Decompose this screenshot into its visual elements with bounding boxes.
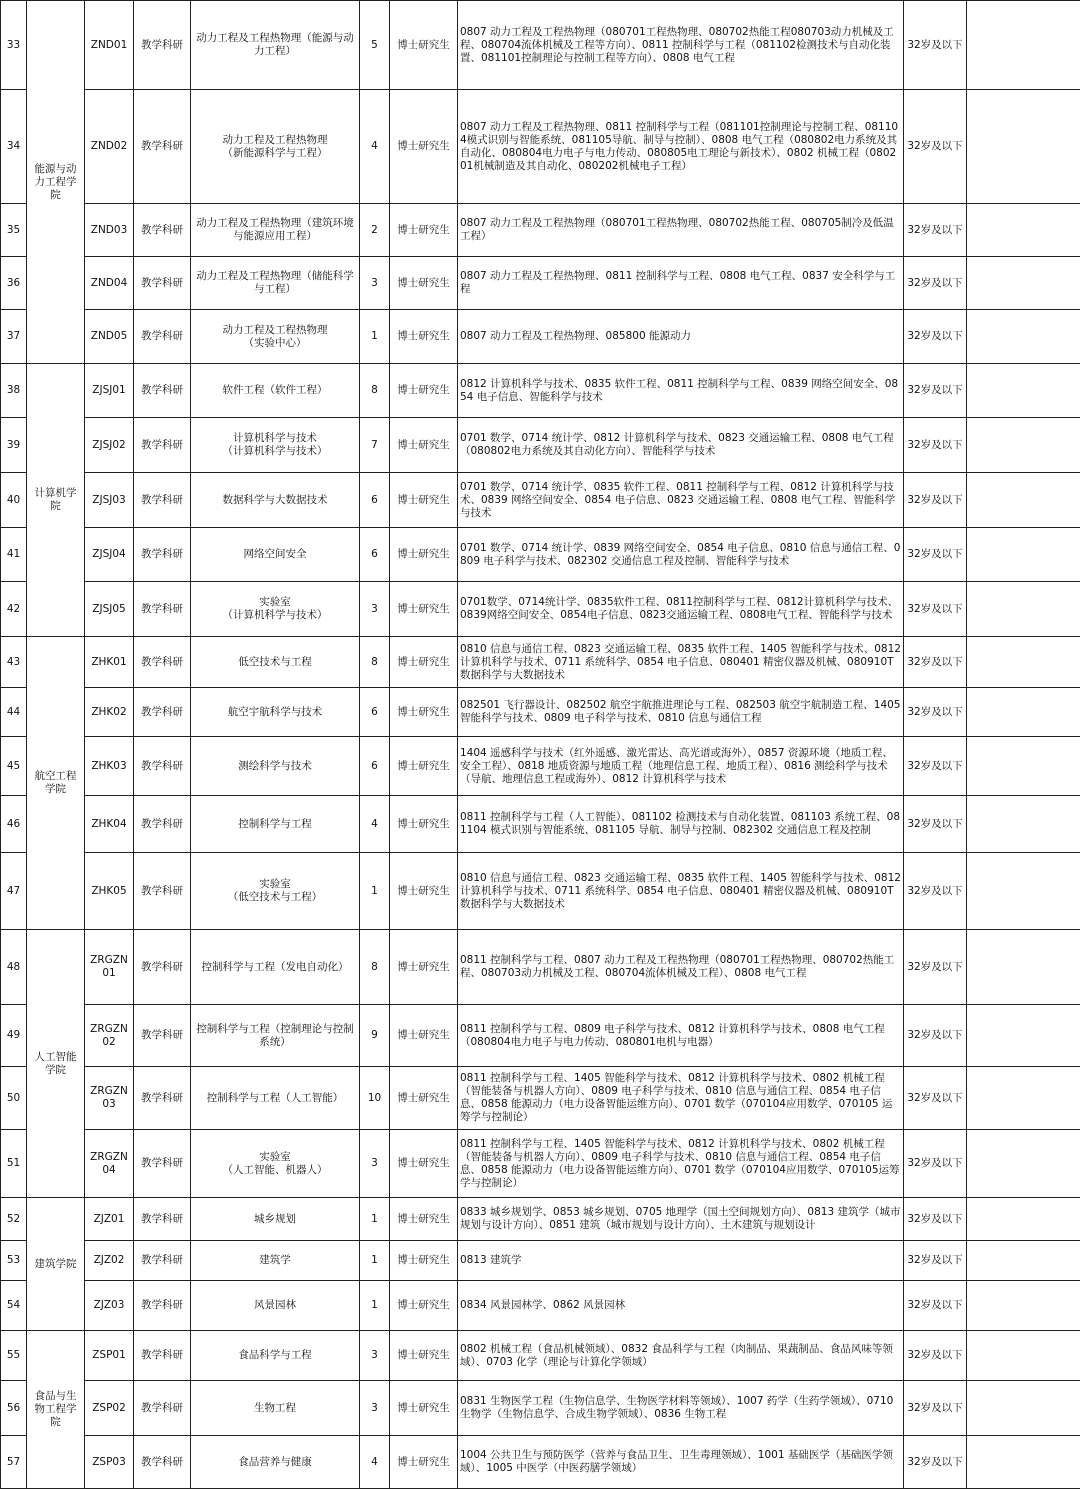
position-code: ZJZ01 (85, 1198, 134, 1241)
recruit-count: 8 (360, 930, 390, 1005)
education-requirement: 博士研究生 (390, 1436, 458, 1489)
position-name-line: 测绘科学与技术 (194, 760, 356, 773)
position-code: ZJZ02 (85, 1241, 134, 1281)
recruit-count: 1 (360, 1241, 390, 1281)
remark (967, 582, 1080, 637)
major-requirement: 082501 飞行器设计、082502 航空宇航推进理论与工程、082503 航空宇航制造工程、1405 智能科学与技术、0809 电子科学与技术、0810 信息与通信工程 (458, 688, 904, 737)
table-row (1, 364, 1080, 418)
position-name-line: 食品营养与健康 (194, 1456, 356, 1469)
position-code: ZJSJ03 (85, 473, 134, 528)
position-code: ZJSJ05 (85, 582, 134, 637)
position-name (191, 1067, 360, 1130)
recruit-count: 9 (360, 1005, 390, 1067)
table-row (1, 737, 1080, 796)
table-row (1, 310, 1080, 364)
age-requirement: 32岁及以下 (904, 528, 967, 582)
age-requirement: 32岁及以下 (904, 737, 967, 796)
major-requirement: 0810 信息与通信工程、0823 交通运输工程、0835 软件工程、1405 智能科学与技术、0812 计算机科学与技术、0711 系统科学、0854 电子信息、080401 精密仪器及机械、080910T 数据科学与大数据技术 (458, 853, 904, 930)
remark (967, 637, 1080, 688)
position-category: 教学科研 (134, 1281, 191, 1331)
table-row (1, 796, 1080, 853)
major-requirement: 0811 控制科学与工程、1405 智能科学与技术、0812 计算机科学与技术、0802 机械工程（智能装备与机器人方向）、0809 电子科学与技术、0810 信息与通信工程、0854 电子信息、0858 能源动力（电力设备智能运维方向）、0701 数学（070104应用数学、070105 运筹学与控制论） (458, 1067, 904, 1130)
major-requirement: 0833 城乡规划学、0853 城乡规划、0705 地理学（国土空间规划方向）、0813 建筑学（城市规划与设计方向）、0851 建筑（城市规划与设计方向）、土木建筑与规划设计 (458, 1198, 904, 1241)
age-requirement: 32岁及以下 (904, 310, 967, 364)
row-number: 38 (1, 364, 27, 418)
position-name (191, 90, 360, 204)
recruit-count: 8 (360, 364, 390, 418)
age-requirement: 32岁及以下 (904, 1005, 967, 1067)
age-requirement: 32岁及以下 (904, 204, 967, 257)
row-number: 55 (1, 1331, 27, 1381)
table-row (1, 930, 1080, 1005)
position-code: ZND03 (85, 204, 134, 257)
position-name (191, 930, 360, 1005)
row-number: 46 (1, 796, 27, 853)
education-requirement: 博士研究生 (390, 257, 458, 310)
education-requirement: 博士研究生 (390, 1331, 458, 1381)
major-requirement: 0810 信息与通信工程、0823 交通运输工程、0835 软件工程、1405 智能科学与技术、0812 计算机科学与技术、0711 系统科学、0854 电子信息、080401 精密仪器及机械、080910T 数据科学与大数据技术 (458, 637, 904, 688)
position-name-line: 动力工程及工程热物理 (194, 134, 356, 147)
remark (967, 473, 1080, 528)
age-requirement: 32岁及以下 (904, 1241, 967, 1281)
position-name-line: 实验室 (194, 1151, 356, 1164)
recruit-count: 3 (360, 582, 390, 637)
position-name-line: 软件工程（软件工程） (194, 384, 356, 397)
table-row (1, 204, 1080, 257)
position-name-line: 风景园林 (194, 1299, 356, 1312)
position-category: 教学科研 (134, 473, 191, 528)
remark (967, 737, 1080, 796)
education-requirement: 博士研究生 (390, 930, 458, 1005)
position-name (191, 418, 360, 473)
table-row (1, 1281, 1080, 1331)
major-requirement: 0802 机械工程（食品机械领域）、0832 食品科学与工程（肉制品、果蔬制品、食品风味等领域）、0703 化学（理论与计算化学领域） (458, 1331, 904, 1381)
table-row (1, 688, 1080, 737)
row-number: 40 (1, 473, 27, 528)
position-category: 教学科研 (134, 1198, 191, 1241)
major-requirement: 1004 公共卫生与预防医学（营养与食品卫生、卫生毒理领域）、1001 基础医学（基础医学领域）、1005 中医学（中医药膳学领域） (458, 1436, 904, 1489)
recruit-count: 4 (360, 1436, 390, 1489)
major-requirement: 0701 数学、0714 统计学、0835 软件工程、0811 控制科学与工程、0812 计算机科学与技术、0839 网络空间安全、0854 电子信息、0823 交通运输工程、0808 电气工程、智能科学与技术 (458, 473, 904, 528)
row-number: 35 (1, 204, 27, 257)
position-code: ZSP01 (85, 1331, 134, 1381)
position-name-line: 城乡规划 (194, 1213, 356, 1226)
position-code: ZJZ03 (85, 1281, 134, 1331)
position-category: 教学科研 (134, 637, 191, 688)
row-number: 48 (1, 930, 27, 1005)
major-requirement: 0831 生物医学工程（生物信息学、生物医学材料等领域）、1007 药学（生药学领域）、0710 生物学（生物信息学、合成生物学领域）、0836 生物工程 (458, 1381, 904, 1436)
table-row (1, 1436, 1080, 1489)
college-name: 能源与动力工程学院 (27, 1, 85, 364)
position-code: ZHK04 (85, 796, 134, 853)
position-code: ZHK03 (85, 737, 134, 796)
age-requirement: 32岁及以下 (904, 257, 967, 310)
position-category: 教学科研 (134, 688, 191, 737)
position-code: ZHK01 (85, 637, 134, 688)
position-category: 教学科研 (134, 737, 191, 796)
position-name-line: 实验室 (194, 596, 356, 609)
remark (967, 364, 1080, 418)
position-category: 教学科研 (134, 1381, 191, 1436)
table-row (1, 1067, 1080, 1130)
row-number: 42 (1, 582, 27, 637)
position-name-line: 控制科学与工程 (194, 818, 356, 831)
row-number: 39 (1, 418, 27, 473)
row-number: 33 (1, 1, 27, 90)
recruit-count: 3 (360, 1130, 390, 1198)
row-number: 41 (1, 528, 27, 582)
education-requirement: 博士研究生 (390, 1, 458, 90)
major-requirement: 0811 控制科学与工程、0807 动力工程及工程热物理（080701工程热物理、080702热能工程、080703动力机械及工程、080704流体机械及工程）、0808 电气工程 (458, 930, 904, 1005)
position-category: 教学科研 (134, 364, 191, 418)
position-name (191, 204, 360, 257)
recruit-count: 2 (360, 204, 390, 257)
position-name (191, 257, 360, 310)
position-category: 教学科研 (134, 1436, 191, 1489)
remark (967, 90, 1080, 204)
age-requirement: 32岁及以下 (904, 1, 967, 90)
age-requirement: 32岁及以下 (904, 1281, 967, 1331)
recruit-count: 3 (360, 1381, 390, 1436)
position-name (191, 1, 360, 90)
education-requirement: 博士研究生 (390, 1067, 458, 1130)
major-requirement: 0807 动力工程及工程热物理（080701工程热物理、080702热能工程、080705制冷及低温工程） (458, 204, 904, 257)
position-code: ZSP03 (85, 1436, 134, 1489)
major-requirement: 0701 数学、0714 统计学、0812 计算机科学与技术、0823 交通运输工程、0808 电气工程（080802电力系统及其自动化方向）、智能科学与技术 (458, 418, 904, 473)
remark (967, 418, 1080, 473)
remark (967, 1130, 1080, 1198)
remark (967, 796, 1080, 853)
row-number: 34 (1, 90, 27, 204)
table-row (1, 1241, 1080, 1281)
recruit-count: 1 (360, 853, 390, 930)
position-name-line: 食品科学与工程 (194, 1349, 356, 1362)
position-category: 教学科研 (134, 257, 191, 310)
education-requirement: 博士研究生 (390, 528, 458, 582)
education-requirement: 博士研究生 (390, 582, 458, 637)
position-name (191, 1331, 360, 1381)
remark (967, 1381, 1080, 1436)
recruit-count: 6 (360, 528, 390, 582)
position-code: ZHK02 (85, 688, 134, 737)
position-name-line: 网络空间安全 (194, 548, 356, 561)
position-name (191, 688, 360, 737)
position-name-line: 控制科学与工程（控制理论与控制 (194, 1023, 356, 1036)
position-name-line: （计算机科学与技术） (194, 445, 356, 458)
position-name-line: 控制科学与工程（发电自动化） (194, 961, 356, 974)
recruit-count: 4 (360, 90, 390, 204)
position-category: 教学科研 (134, 796, 191, 853)
college-name: 食品与生物工程学院 (27, 1331, 85, 1489)
position-name-line: 实验室 (194, 878, 356, 891)
position-name (191, 364, 360, 418)
position-name (191, 1130, 360, 1198)
position-code: ZRGZN02 (85, 1005, 134, 1067)
position-name-line: 生物工程 (194, 1402, 356, 1415)
recruit-count: 3 (360, 257, 390, 310)
position-name (191, 1005, 360, 1067)
college-name: 建筑学院 (27, 1198, 85, 1331)
position-name-line: （新能源科学与工程） (194, 147, 356, 160)
position-name-line: （低空技术与工程） (194, 891, 356, 904)
position-name-line: （计算机科学与技术） (194, 609, 356, 622)
position-category: 教学科研 (134, 1, 191, 90)
major-requirement: 0701数学、0714统计学、0835软件工程、0811控制科学与工程、0812计算机科学与技术、0839网络空间安全、0854电子信息、0823交通运输工程、0808电气工程、智能科学与技术 (458, 582, 904, 637)
position-category: 教学科研 (134, 204, 191, 257)
education-requirement: 博士研究生 (390, 1241, 458, 1281)
position-name-line: 力工程） (194, 45, 356, 58)
remark (967, 1198, 1080, 1241)
position-category: 教学科研 (134, 418, 191, 473)
position-category: 教学科研 (134, 582, 191, 637)
recruit-count: 3 (360, 1331, 390, 1381)
position-name-line: 动力工程及工程热物理 (194, 324, 356, 337)
remark (967, 1436, 1080, 1489)
position-name-line: 与工程） (194, 283, 356, 296)
row-number: 37 (1, 310, 27, 364)
remark (967, 310, 1080, 364)
remark (967, 1241, 1080, 1281)
position-code: ZND02 (85, 90, 134, 204)
recruit-count: 6 (360, 737, 390, 796)
position-code: ZSP02 (85, 1381, 134, 1436)
age-requirement: 32岁及以下 (904, 1067, 967, 1130)
education-requirement: 博士研究生 (390, 364, 458, 418)
position-category: 教学科研 (134, 1067, 191, 1130)
position-name (191, 637, 360, 688)
row-number: 47 (1, 853, 27, 930)
position-name (191, 473, 360, 528)
row-number: 56 (1, 1381, 27, 1436)
recruit-count: 10 (360, 1067, 390, 1130)
major-requirement: 0811 控制科学与工程、0809 电子科学与技术、0812 计算机科学与技术、0808 电气工程（080804电力电子与电力传动、080801电机与电器） (458, 1005, 904, 1067)
position-code: ZRGZN04 (85, 1130, 134, 1198)
age-requirement: 32岁及以下 (904, 1198, 967, 1241)
position-name (191, 1198, 360, 1241)
major-requirement: 0834 风景园林学、0862 风景园林 (458, 1281, 904, 1331)
position-name-line: 动力工程及工程热物理（储能科学 (194, 270, 356, 283)
position-code: ZND01 (85, 1, 134, 90)
position-name-line: （实验中心） (194, 337, 356, 350)
position-code: ZRGZN01 (85, 930, 134, 1005)
age-requirement: 32岁及以下 (904, 637, 967, 688)
table-row (1, 1005, 1080, 1067)
major-requirement: 0807 动力工程及工程热物理、085800 能源动力 (458, 310, 904, 364)
position-category: 教学科研 (134, 1005, 191, 1067)
education-requirement: 博士研究生 (390, 1381, 458, 1436)
position-code: ZJSJ01 (85, 364, 134, 418)
position-name-line: 与能源应用工程） (194, 230, 356, 243)
row-number: 45 (1, 737, 27, 796)
major-requirement: 0807 动力工程及工程热物理（080701工程热物理、080702热能工程080703动力机械及工程、080704流体机械及工程等方向）、0811 控制科学与工程（081102检测技术与自动化装置、081101控制理论与控制工程等方向）、0808 电气工程 (458, 1, 904, 90)
education-requirement: 博士研究生 (390, 737, 458, 796)
recruit-count: 1 (360, 1281, 390, 1331)
major-requirement: 0813 建筑学 (458, 1241, 904, 1281)
recruit-count: 1 (360, 310, 390, 364)
position-name (191, 737, 360, 796)
age-requirement: 32岁及以下 (904, 1381, 967, 1436)
position-name (191, 1381, 360, 1436)
education-requirement: 博士研究生 (390, 90, 458, 204)
major-requirement: 0812 计算机科学与技术、0835 软件工程、0811 控制科学与工程、0839 网络空间安全、0854 电子信息、智能科学与技术 (458, 364, 904, 418)
age-requirement: 32岁及以下 (904, 90, 967, 204)
education-requirement: 博士研究生 (390, 418, 458, 473)
position-name-line: 动力工程及工程热物理（建筑环境 (194, 217, 356, 230)
position-name (191, 1436, 360, 1489)
table-row (1, 257, 1080, 310)
age-requirement: 32岁及以下 (904, 853, 967, 930)
position-name-line: 动力工程及工程热物理（能源与动 (194, 32, 356, 45)
table-row (1, 528, 1080, 582)
table-row (1, 473, 1080, 528)
position-name-line: 航空宇航科学与技术 (194, 706, 356, 719)
position-name (191, 582, 360, 637)
position-category: 教学科研 (134, 310, 191, 364)
age-requirement: 32岁及以下 (904, 473, 967, 528)
remark (967, 1331, 1080, 1381)
age-requirement: 32岁及以下 (904, 930, 967, 1005)
major-requirement: 0807 动力工程及工程热物理、0811 控制科学与工程（081101控制理论与控制工程、081104模式识别与智能系统、081105导航、制导与控制）、0808 电气工程（080802电力系统及其自动化、080804电力电子与电力传动、080805电工理论与新技术）、0802 机械工程（080201机械制造及其自动化、080202机械电子工程） (458, 90, 904, 204)
position-name-line: 建筑学 (194, 1254, 356, 1267)
recruit-count: 8 (360, 637, 390, 688)
college-name: 航空工程学院 (27, 637, 85, 930)
position-category: 教学科研 (134, 853, 191, 930)
row-number: 44 (1, 688, 27, 737)
position-name (191, 1281, 360, 1331)
position-category: 教学科研 (134, 1331, 191, 1381)
age-requirement: 32岁及以下 (904, 582, 967, 637)
position-name (191, 796, 360, 853)
remark (967, 1, 1080, 90)
major-requirement: 0811 控制科学与工程（人工智能）、081102 检测技术与自动化装置、081103 系统工程、081104 模式识别与智能系统、081105 导航、制导与控制、082302 交通信息工程及控制 (458, 796, 904, 853)
row-number: 53 (1, 1241, 27, 1281)
position-name (191, 853, 360, 930)
position-code: ZJSJ02 (85, 418, 134, 473)
row-number: 50 (1, 1067, 27, 1130)
row-number: 36 (1, 257, 27, 310)
recruit-count: 6 (360, 473, 390, 528)
remark (967, 930, 1080, 1005)
major-requirement: 1404 遥感科学与技术（红外遥感、激光雷达、高光谱或海外）、0857 资源环境（地质工程、安全工程）、0818 地质资源与地质工程（地理信息工程、地质工程）、0816 测绘科学与技术（导航、地理信息工程或海外）、0812 计算机科学与技术 (458, 737, 904, 796)
remark (967, 1005, 1080, 1067)
position-category: 教学科研 (134, 930, 191, 1005)
education-requirement: 博士研究生 (390, 1005, 458, 1067)
table-row (1, 90, 1080, 204)
education-requirement: 博士研究生 (390, 310, 458, 364)
education-requirement: 博士研究生 (390, 1198, 458, 1241)
position-name-line: 控制科学与工程（人工智能） (194, 1092, 356, 1105)
education-requirement: 博士研究生 (390, 473, 458, 528)
table-row (1, 1130, 1080, 1198)
row-number: 43 (1, 637, 27, 688)
education-requirement: 博士研究生 (390, 204, 458, 257)
position-category: 教学科研 (134, 1130, 191, 1198)
table-row (1, 1198, 1080, 1241)
table-row (1, 1381, 1080, 1436)
position-code: ZRGZN03 (85, 1067, 134, 1130)
row-number: 54 (1, 1281, 27, 1331)
age-requirement: 32岁及以下 (904, 418, 967, 473)
table-row (1, 853, 1080, 930)
row-number: 57 (1, 1436, 27, 1489)
college-name: 计算机学院 (27, 364, 85, 637)
row-number: 49 (1, 1005, 27, 1067)
recruit-count: 5 (360, 1, 390, 90)
age-requirement: 32岁及以下 (904, 364, 967, 418)
position-name-line: 系统） (194, 1036, 356, 1049)
position-name-line: 低空技术与工程 (194, 656, 356, 669)
education-requirement: 博士研究生 (390, 796, 458, 853)
age-requirement: 32岁及以下 (904, 688, 967, 737)
major-requirement: 0811 控制科学与工程、1405 智能科学与技术、0812 计算机科学与技术、0802 机械工程（智能装备与机器人方向）、0809 电子科学与技术、0810 信息与通信工程、0854 电子信息、0858 能源动力（电力设备智能运维方向）、0701 数学（070104应用数学、070105运筹学与控制论） (458, 1130, 904, 1198)
recruit-count: 4 (360, 796, 390, 853)
age-requirement: 32岁及以下 (904, 796, 967, 853)
table-body (1, 1, 1080, 1489)
position-category: 教学科研 (134, 528, 191, 582)
major-requirement: 0701 数学、0714 统计学、0839 网络空间安全、0854 电子信息、0810 信息与通信工程、0809 电子科学与技术、082302 交通信息工程及控制、智能科学与技术 (458, 528, 904, 582)
recruit-count: 6 (360, 688, 390, 737)
major-requirement: 0807 动力工程及工程热物理、0811 控制科学与工程、0808 电气工程、0837 安全科学与工程 (458, 257, 904, 310)
position-code: ZND05 (85, 310, 134, 364)
remark (967, 528, 1080, 582)
position-name (191, 310, 360, 364)
remark (967, 1067, 1080, 1130)
table-row (1, 418, 1080, 473)
position-code: ZJSJ04 (85, 528, 134, 582)
position-name-line: 计算机科学与技术 (194, 432, 356, 445)
college-name: 人工智能学院 (27, 930, 85, 1198)
position-name-line: （人工智能、机器人） (194, 1164, 356, 1177)
row-number: 51 (1, 1130, 27, 1198)
remark (967, 853, 1080, 930)
remark (967, 688, 1080, 737)
education-requirement: 博士研究生 (390, 637, 458, 688)
recruit-count: 7 (360, 418, 390, 473)
position-category: 教学科研 (134, 1241, 191, 1281)
table-row (1, 1331, 1080, 1381)
age-requirement: 32岁及以下 (904, 1436, 967, 1489)
education-requirement: 博士研究生 (390, 853, 458, 930)
remark (967, 1281, 1080, 1331)
position-name (191, 528, 360, 582)
position-code: ZHK05 (85, 853, 134, 930)
position-name-line: 数据科学与大数据技术 (194, 494, 356, 507)
table-row (1, 637, 1080, 688)
position-category: 教学科研 (134, 90, 191, 204)
remark (967, 257, 1080, 310)
education-requirement: 博士研究生 (390, 1281, 458, 1331)
table-row (1, 1, 1080, 90)
position-name (191, 1241, 360, 1281)
age-requirement: 32岁及以下 (904, 1331, 967, 1381)
remark (967, 204, 1080, 257)
position-code: ZND04 (85, 257, 134, 310)
education-requirement: 博士研究生 (390, 1130, 458, 1198)
row-number: 52 (1, 1198, 27, 1241)
recruit-count: 1 (360, 1198, 390, 1241)
table-row (1, 582, 1080, 637)
education-requirement: 博士研究生 (390, 688, 458, 737)
age-requirement: 32岁及以下 (904, 1130, 967, 1198)
